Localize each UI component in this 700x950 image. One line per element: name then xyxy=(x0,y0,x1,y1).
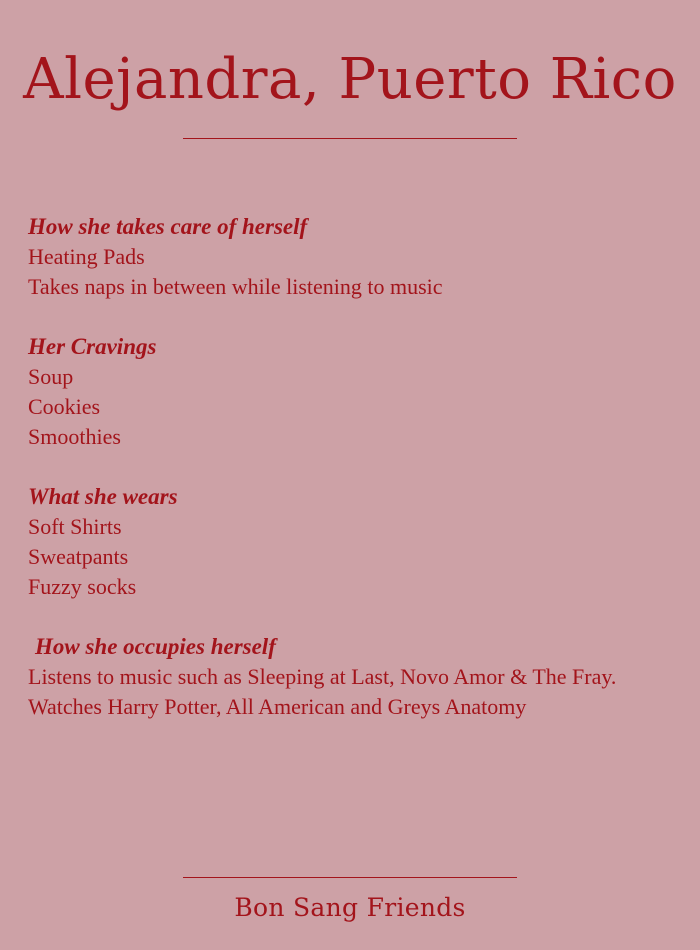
list-item: Fuzzy socks xyxy=(28,574,137,599)
section-paragraph: Listens to music such as Sleeping at Last, Novo Amor & The Fray. Watches Harry Potter, All American and Greys Anatomy xyxy=(28,664,617,719)
section-self-care xyxy=(28,212,678,302)
section-heading: What she wears xyxy=(28,484,178,509)
page-title: Alejandra, Puerto Rico xyxy=(23,47,677,112)
section-heading: How she takes care of herself xyxy=(28,214,308,239)
footer-brand: Bon Sang Friends xyxy=(234,893,466,922)
list-item: Smoothies xyxy=(28,424,121,449)
profile-content xyxy=(28,212,678,752)
list-item: Heating Pads xyxy=(28,244,145,269)
section-heading: Her Cravings xyxy=(28,334,157,359)
list-item: Takes naps in between while listening to music xyxy=(28,274,443,299)
section-cravings xyxy=(28,332,678,452)
section-wears xyxy=(28,482,678,602)
top-divider xyxy=(183,138,517,139)
section-occupies xyxy=(28,632,678,722)
list-item: Soup xyxy=(28,364,74,389)
bottom-divider xyxy=(183,877,517,878)
section-heading: How she occupies herself xyxy=(35,634,276,659)
list-item: Soft Shirts xyxy=(28,514,122,539)
list-item: Cookies xyxy=(28,394,101,419)
list-item: Sweatpants xyxy=(28,544,129,569)
